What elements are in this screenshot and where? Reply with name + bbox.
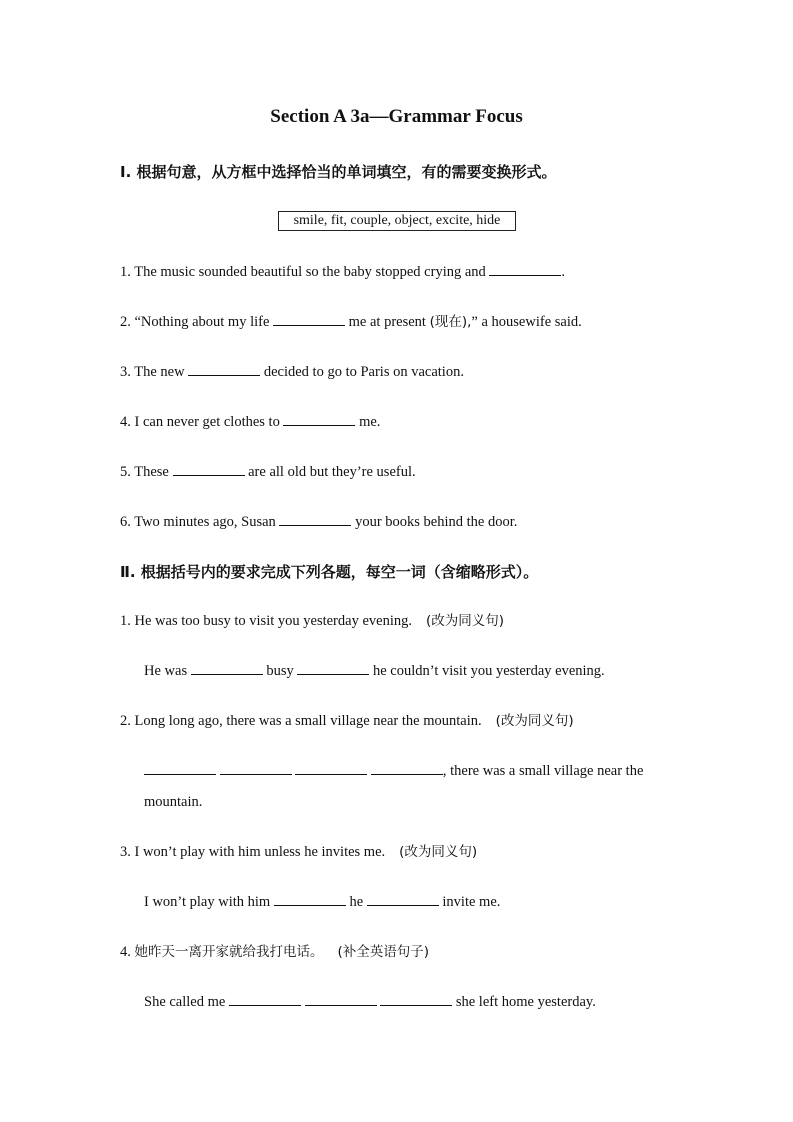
answer-blank[interactable]	[380, 993, 452, 1006]
section-1-heading: Ⅰ. 根据句意，从方框中选择恰当的单词填空，有的需要变换形式。	[120, 163, 557, 181]
question-hint: (改为同义句)	[495, 713, 574, 729]
answer-blank[interactable]	[144, 762, 216, 775]
question-text: 她昨天一离开家就给我打电话。	[134, 944, 324, 960]
question-text: me.	[355, 414, 381, 430]
question-text: ” a housewife said.	[471, 314, 582, 330]
question-text: 1. The music sounded beautiful so the baby stopped crying and	[120, 264, 490, 280]
answer-blank[interactable]	[489, 263, 561, 276]
answer-blank[interactable]	[191, 662, 263, 675]
question-text: 4. I can never get clothes to	[120, 414, 284, 430]
answer-2-2	[144, 762, 643, 780]
answer-blank[interactable]	[283, 413, 355, 426]
answer-blank[interactable]	[279, 513, 351, 526]
answer-text: invite me.	[438, 894, 501, 910]
question-text: me at present	[345, 314, 430, 330]
answer-2-1	[144, 662, 605, 680]
answer-blank[interactable]	[371, 762, 443, 775]
answer-blank[interactable]	[188, 363, 260, 376]
answer-2-4	[144, 993, 596, 1011]
question-2-2	[120, 712, 574, 730]
question-number: 4.	[120, 944, 135, 960]
answer-text: he couldn’t visit you yesterday evening.	[369, 663, 605, 679]
question-text: are all old but they’re useful.	[244, 464, 416, 480]
question-text: 5. These	[120, 464, 173, 480]
question-text: .	[561, 264, 566, 280]
answer-text: , there was a small village near the	[442, 763, 644, 779]
question-hint: (补全英语句子)	[337, 944, 430, 960]
question-text: 2. Long long ago, there was a small village near the mountain.	[120, 713, 482, 729]
question-1-3	[120, 363, 464, 381]
answer-blank[interactable]	[273, 313, 345, 326]
answer-blank[interactable]	[274, 893, 346, 906]
question-text: your books behind the door.	[351, 514, 518, 530]
question-text: 3. I won’t play with him unless he invites me.	[120, 844, 386, 860]
question-hint: (改为同义句)	[399, 844, 478, 860]
word-box: smile, fit, couple, object, excite, hide	[278, 211, 516, 231]
question-2-3	[120, 843, 477, 861]
answer-text: He was	[144, 663, 191, 679]
question-text: 6. Two minutes ago, Susan	[120, 514, 280, 530]
answer-blank[interactable]	[229, 993, 301, 1006]
question-text: 3. The new	[120, 364, 189, 380]
question-1-2	[120, 313, 582, 331]
question-1-1	[120, 263, 565, 281]
section-2-heading: Ⅱ. 根据括号内的要求完成下列各题，每空一词（含缩略形式）。	[120, 563, 539, 581]
question-1-4	[120, 413, 380, 431]
page-title: Section A 3a—Grammar Focus	[270, 106, 523, 127]
answer-text: he	[345, 894, 367, 910]
gloss-text: (现在),	[429, 314, 472, 330]
answer-blank[interactable]	[305, 993, 377, 1006]
question-text: decided to go to Paris on vacation.	[260, 364, 464, 380]
answer-text: She called me	[144, 994, 229, 1010]
question-text: 2. “Nothing about my life	[120, 314, 274, 330]
question-hint: (改为同义句)	[425, 613, 505, 629]
answer-blank[interactable]	[295, 762, 367, 775]
question-1-5	[120, 463, 416, 481]
answer-2-3	[144, 893, 500, 911]
answer-2-2-continued: mountain.	[144, 794, 203, 810]
answer-text: I won’t play with him	[144, 894, 274, 910]
answer-text: busy	[262, 663, 298, 679]
question-2-1	[120, 612, 504, 630]
question-2-4	[120, 943, 429, 961]
answer-blank[interactable]	[367, 893, 439, 906]
answer-blank[interactable]	[297, 662, 369, 675]
question-text: 1. He was too busy to visit you yesterday evening.	[120, 613, 412, 629]
question-1-6	[120, 513, 517, 531]
answer-blank[interactable]	[173, 463, 245, 476]
answer-text: she left home yesterday.	[452, 994, 596, 1010]
answer-blank[interactable]	[220, 762, 292, 775]
